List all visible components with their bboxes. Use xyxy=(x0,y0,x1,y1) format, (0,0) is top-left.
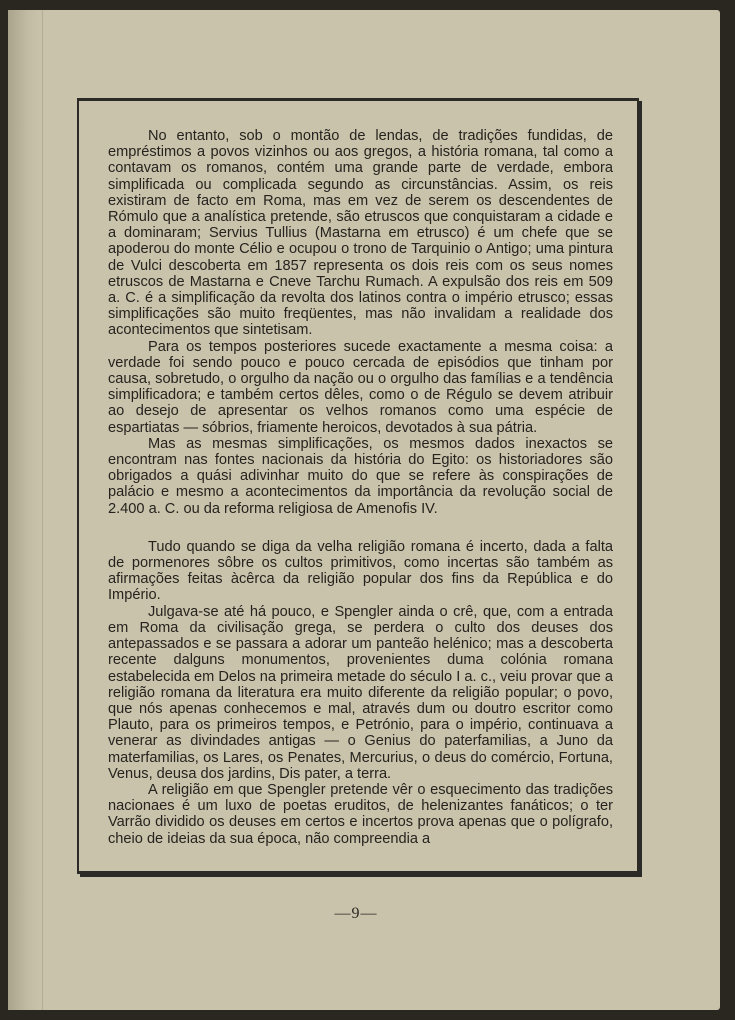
paragraph: No entanto, sob o montão de lendas, de tradições fundidas, de empréstimos a povos vizinhos ou aos gregos, a história romana, tal como a contavam os romanos, contém uma grande parte de verdade, embora simplificada ou complicada segundo as circunstâncias. Assim, os reis existiram de facto em Roma, mas em vez de serem os descendentes de Rómulo que a analística pretende, são etruscos que conquistaram a cidade e a dominaram; Servius Tullius (Mastarna em etrusco) é um chefe que se apoderou do monte Célio e ocupou o trono de Tarquinio o Antigo; uma pintura de Vulci descoberta em 1857 representa os dois reis com os seus nomes etruscos de Mastarna e Cneve Tarchu Rumach. A expulsão dos reis em 509 a. C. é a simplificação da revolta dos latinos contra o império etrusco; essas simplificações são muito freqüentes, mas não invalidam a realidade dos acontecimentos que sintetisam. xyxy=(108,128,613,339)
paragraph: Para os tempos posteriores sucede exactamente a mesma coisa: a verdade foi sendo pouco e pouco cercada de episódios que tinham por causa, sobretudo, o orgulho da nação ou o orgulho das famílias e a tendência simplificadora; e também certos dêles, como o de Régulo se devem atribuir ao desejo de apresentar os velhos romanos como uma espécie de espartiatas — sóbrios, friamente heroicos, devotados à sua pátria. xyxy=(108,338,613,436)
page-spine-shadow xyxy=(8,10,43,1010)
page-number: —9— xyxy=(334,905,378,922)
paragraph: A religião em que Spengler pretende vêr o esquecimento das tradições nacionaes é um luxo de poetas eruditos, de helenizantes fanáticos; o ter Varrão dividido os deuses em certos e incertos prova apenas que o polígrafo, cheio de ideias da sua época, não compreendia a xyxy=(108,781,613,847)
paragraph: Julgava-se até há pouco, e Spengler ainda o crê, que, com a entrada em Roma da civilisação grega, se perdera o culto dos deuses dos antepassados e se passara a adorar um panteão helénico; mas a descoberta recente dalguns monumentos, provenientes duma colónia romana estabelecida em Delos na primeira metade do século I a. c., veiu provar que a religião romana da literatura era muito diferente da religião popular; o povo, que nós apenas conhecemos e mal, através dum ou doutro escritor como Plauto, para os primeiros tempos, e Petrónio, para o império, continuava a venerar as divindades antigas — o Genius do paterfamilias, a Juno da materfamilias, os Lares, os Penates, Mercurius, o deus do comércio, Fortuna, Venus, deusa dos jardins, Dis pater, a terra. xyxy=(108,603,613,782)
paragraph: Tudo quando se diga da velha religião romana é incerto, dada a falta de pormenores sôbre os cultos primitivos, como incertas são também as afirmações feitas àcêrca da religião popular dos fins da República e do Império. xyxy=(108,538,613,604)
paragraph: Mas as mesmas simplificações, os mesmos dados inexactos se encontram nas fontes nacionais da história do Egito: os historiadores são obrigados a quási adivinhar muito do que se refere às conspirações de palácio e mesmo a acontecimentos da importância da revolução social de 2.400 a. C. ou da reforma religiosa de Amenofis IV. xyxy=(108,435,613,517)
body-text xyxy=(108,128,613,847)
